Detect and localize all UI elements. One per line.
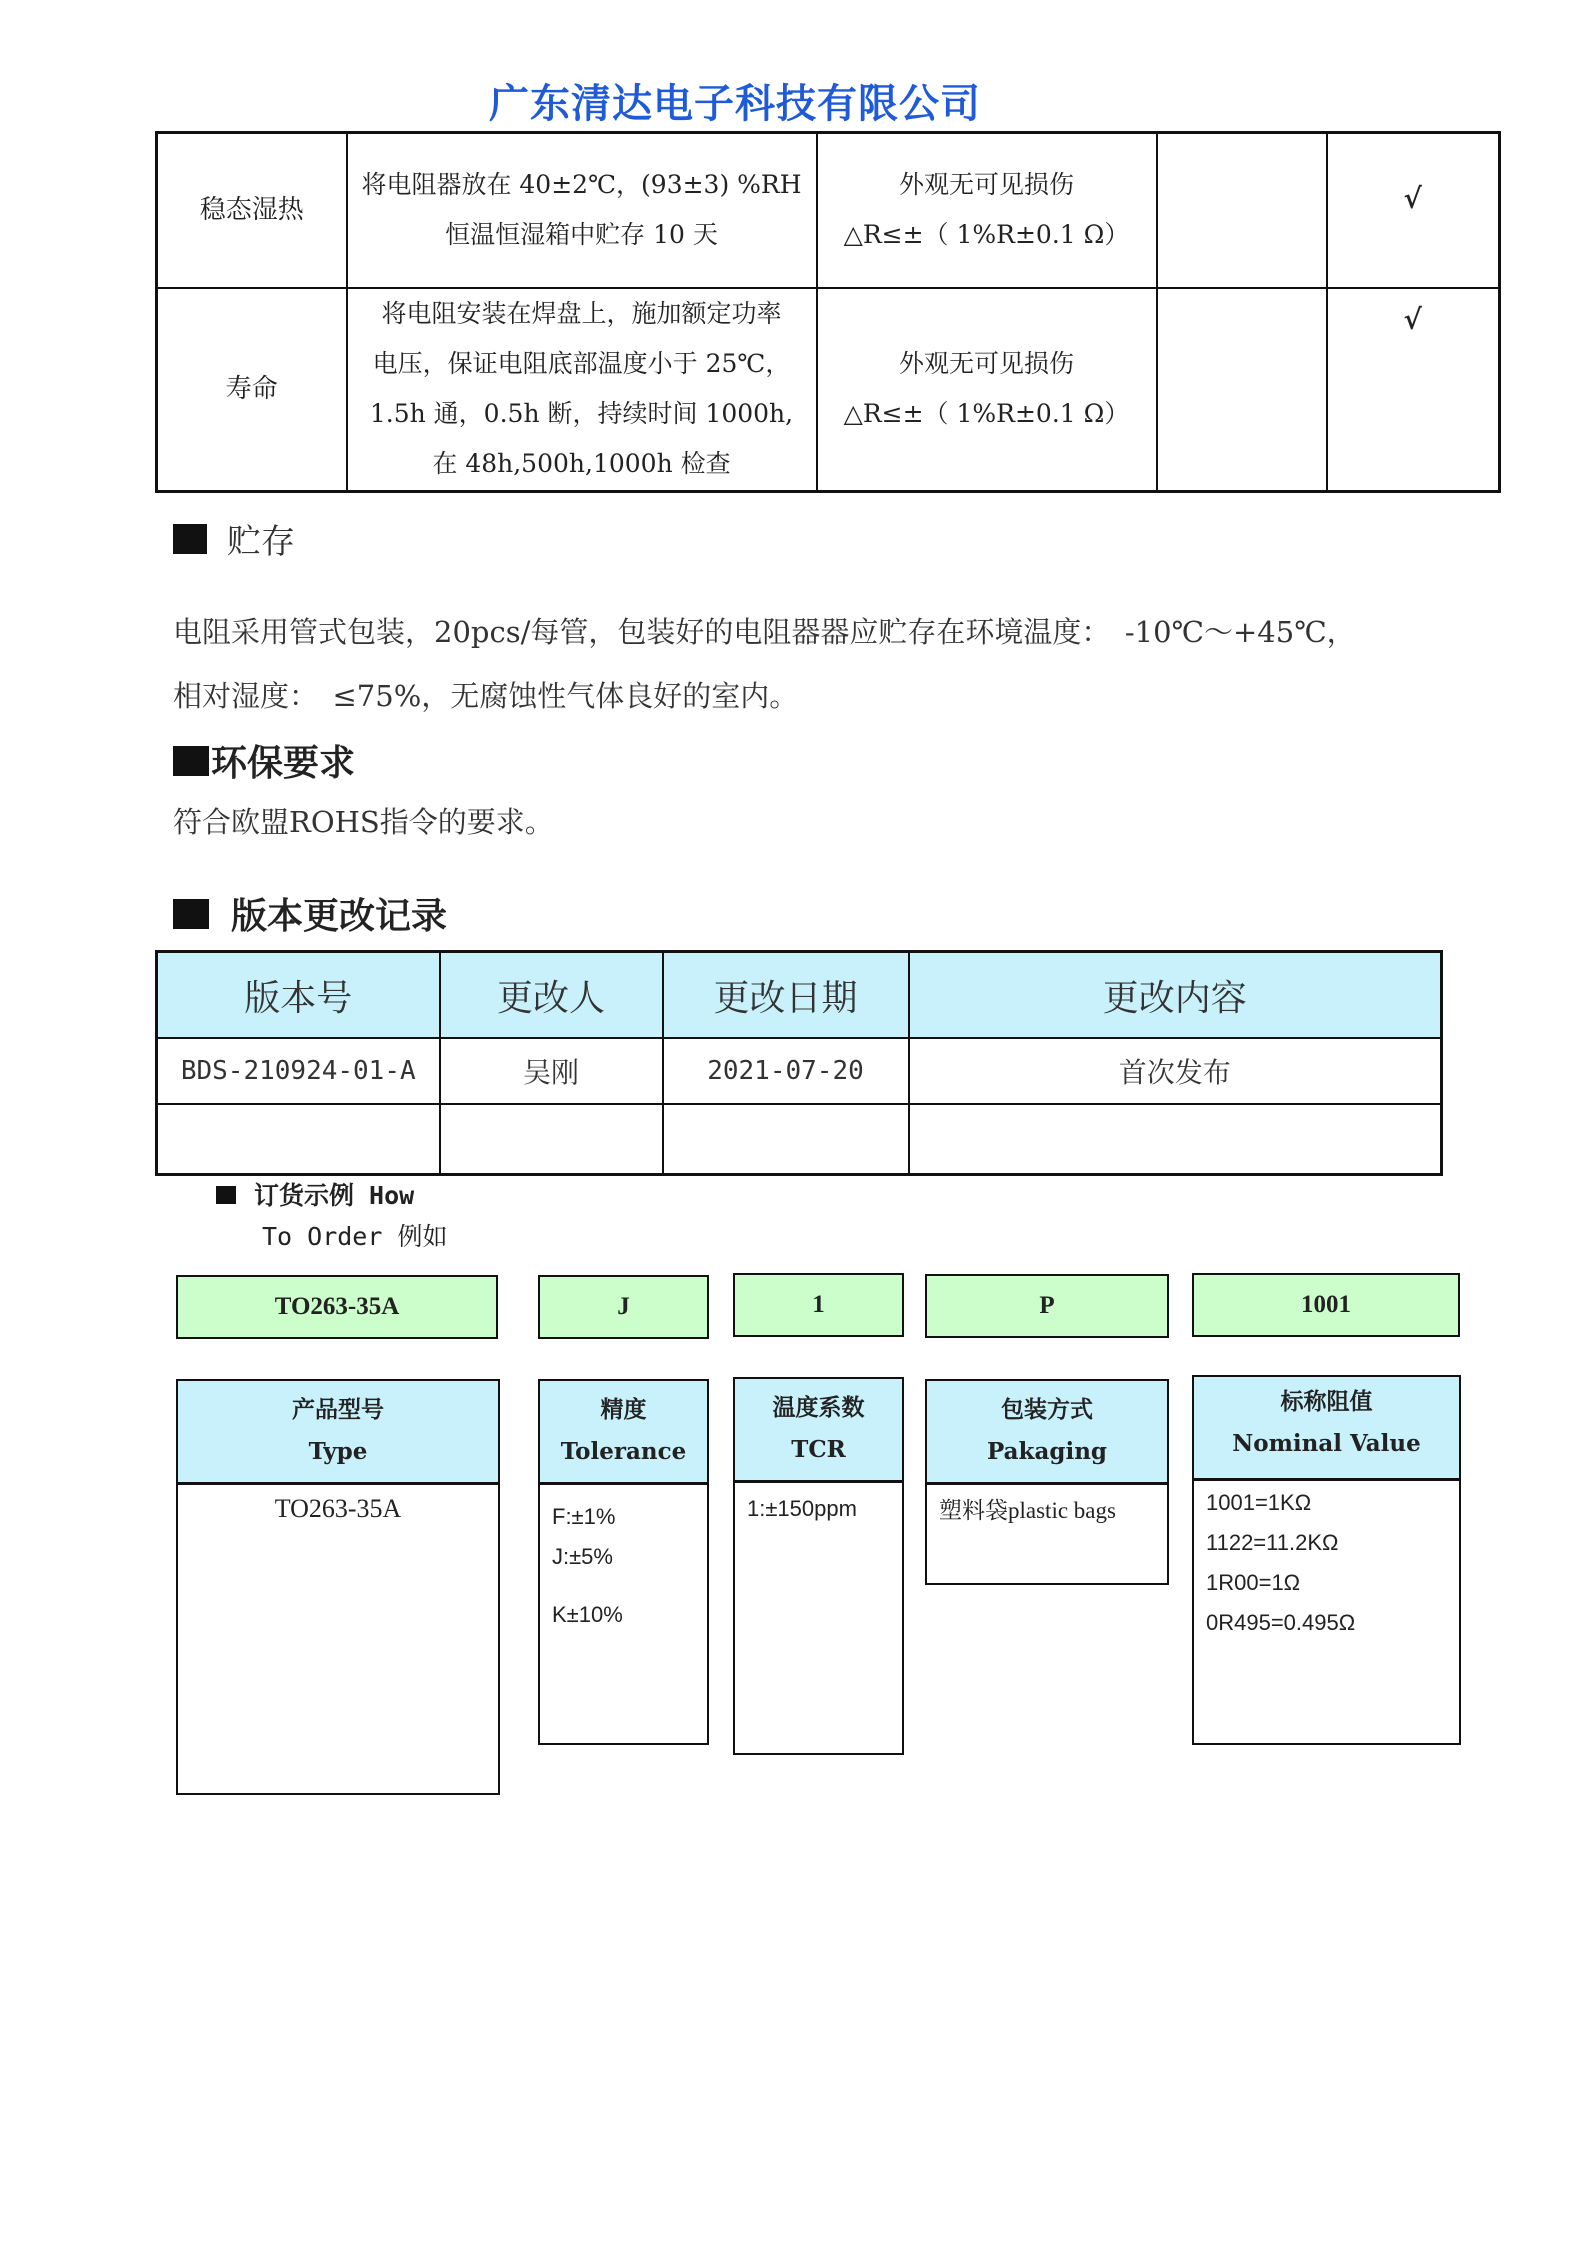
table-row [157, 133, 1500, 288]
storage-line-1: 电阻采用管式包装，20pcs/每管，包装好的电阻器器应贮存在环境温度： -10℃～+45℃， [173, 615, 1356, 649]
column-body [178, 1485, 498, 1539]
empty-cell [1157, 288, 1327, 492]
column-header [1194, 1377, 1459, 1481]
option-item: F:±1% [552, 1504, 616, 1529]
column-header-en: Pakaging [986, 1438, 1108, 1465]
test-condition [347, 133, 817, 288]
square-bullet-icon [216, 1186, 236, 1204]
requirement-line: △R≤±（ 1%R±0.1 Ω） [843, 220, 1130, 250]
option-item: K±10% [552, 1602, 623, 1627]
option-item: 1001=1KΩ [1206, 1490, 1312, 1515]
option-item: 塑料袋plastic bags [939, 1498, 1116, 1523]
storage-heading [173, 514, 295, 563]
column-header [540, 1381, 707, 1485]
order-column-packaging [925, 1379, 1169, 1585]
order-code-type: TO263-35A [176, 1275, 498, 1339]
env-heading [173, 735, 355, 786]
column-header [927, 1381, 1167, 1485]
change-date: 2021-07-20 [663, 1038, 909, 1104]
storage-line-2: 相对湿度： ≤75%，无腐蚀性气体良好的室内。 [173, 679, 799, 713]
option-item: TO263-35A [274, 1494, 402, 1523]
column-header-en: Tolerance [560, 1438, 687, 1465]
table-row [157, 1104, 1442, 1175]
column-header: 更改内容 [909, 952, 1442, 1039]
version-heading [173, 888, 447, 939]
order-heading [216, 1176, 414, 1212]
test-name: 稳态湿热 [157, 133, 347, 288]
column-header [735, 1379, 902, 1483]
column-header-cn: 温度系数 [772, 1394, 865, 1421]
column-header [178, 1381, 498, 1485]
order-column-nominal [1192, 1375, 1461, 1745]
condition-line: 将电阻安装在焊盘上，施加额定功率 [381, 299, 782, 329]
square-bullet-icon [173, 899, 209, 929]
test-requirement [817, 133, 1157, 288]
table-row [157, 1038, 1442, 1104]
condition-line: 电压，保证电阻底部温度小于 25℃， [372, 349, 791, 379]
condition-line: 在 48h,500h,1000h 检查 [432, 449, 731, 479]
check-cell [1327, 133, 1500, 288]
column-header-en: TCR [791, 1436, 846, 1463]
column-header: 更改日期 [663, 952, 909, 1039]
square-bullet-icon [173, 746, 209, 776]
column-header: 更改人 [440, 952, 663, 1039]
author: 吴刚 [440, 1038, 663, 1104]
company-name: 广东清达电子科技有限公司 [489, 81, 981, 127]
column-header: 版本号 [157, 952, 440, 1039]
section-title: 贮存 [227, 522, 295, 562]
square-bullet-icon [173, 524, 207, 554]
requirement-line: 外观无可见损伤 [898, 349, 1074, 379]
order-code-tolerance: J [538, 1275, 709, 1339]
condition-line: 将电阻器放在 40±2℃，(93±3) %RH [361, 170, 802, 200]
version-number: BDS-210924-01-A [157, 1038, 440, 1104]
column-body [927, 1485, 1167, 1541]
order-title-line-1: 订货示例 How [254, 1181, 415, 1210]
section-title: 环保要求 [211, 743, 356, 784]
column-body [1194, 1481, 1459, 1653]
order-code-nominal: 1001 [1192, 1273, 1460, 1337]
check-cell [1327, 288, 1500, 492]
test-name: 寿命 [157, 288, 347, 492]
order-column-type [176, 1379, 500, 1795]
test-condition [347, 288, 817, 492]
order-title-line-2: To Order 例如 [262, 1222, 448, 1251]
table-header-row [157, 952, 1442, 1039]
option-item: 0R495=0.495Ω [1206, 1610, 1356, 1635]
section-title: 版本更改记录 [231, 896, 448, 937]
check-mark: √ [1403, 302, 1422, 336]
table-row [157, 288, 1500, 492]
check-mark: √ [1403, 182, 1422, 215]
column-header-cn: 包装方式 [1001, 1396, 1093, 1423]
column-body [735, 1483, 902, 1539]
option-item: J:±5% [552, 1544, 613, 1569]
order-column-tolerance [538, 1379, 709, 1745]
change-content [909, 1104, 1442, 1175]
order-column-tcr [733, 1377, 904, 1755]
condition-line: 1.5h 通，0.5h 断，持续时间 1000h, [369, 399, 794, 429]
version-table [155, 950, 1443, 1176]
column-header-en: Nominal Value [1232, 1430, 1421, 1457]
order-code-tcr: 1 [733, 1273, 904, 1337]
column-header-en: Type [308, 1438, 368, 1465]
column-header-cn: 精度 [600, 1396, 647, 1423]
env-text: 符合欧盟ROHS指令的要求。 [173, 805, 554, 839]
change-content: 首次发布 [909, 1038, 1442, 1104]
option-item: 1122=11.2KΩ [1206, 1530, 1339, 1555]
option-item: 1:±150ppm [747, 1496, 857, 1521]
condition-line: 恒温恒湿箱中贮存 10 天 [445, 220, 718, 250]
option-item: 1R00=1Ω [1206, 1570, 1301, 1595]
author [440, 1104, 663, 1175]
test-table [155, 131, 1501, 493]
column-header-cn: 标称阻值 [1280, 1388, 1373, 1415]
column-header-cn: 产品型号 [292, 1396, 384, 1423]
column-body [540, 1485, 707, 1645]
test-requirement [817, 288, 1157, 492]
change-date [663, 1104, 909, 1175]
requirement-line: △R≤±（ 1%R±0.1 Ω） [843, 399, 1130, 429]
empty-cell [1157, 133, 1327, 288]
version-number [157, 1104, 440, 1175]
order-code-packaging: P [925, 1274, 1169, 1338]
requirement-line: 外观无可见损伤 [898, 170, 1074, 200]
